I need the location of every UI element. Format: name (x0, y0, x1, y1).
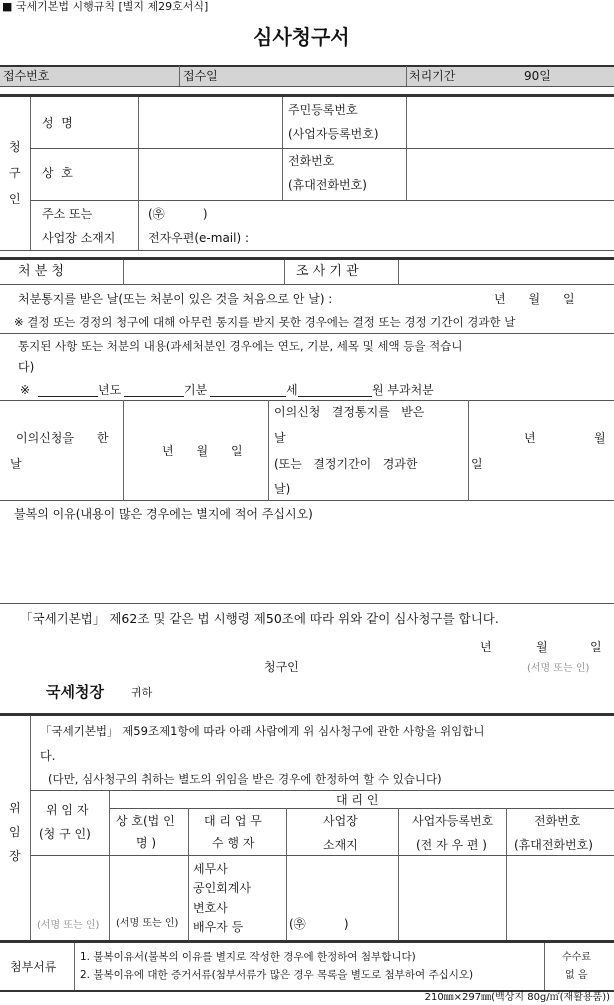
fee-label: 수수료 (562, 952, 591, 963)
objection-notice-label: 이의신청 결정통지를 받은 (274, 405, 425, 419)
delegation-text-cont: 다. (40, 749, 56, 763)
reason-label: 불복의 이유(내용이 많은 경우에는 별지에 적어 주십시오) (14, 507, 313, 521)
agent-address-header-cont: 소재지 (323, 838, 358, 852)
tax-note-mark: ※ (20, 383, 31, 397)
tax-period-label: 기분 (184, 383, 208, 397)
page-title: 심사청구서 (253, 25, 350, 49)
receipt-date-label: 접수일 (183, 69, 218, 83)
objection-notice-month[interactable]: 월 (594, 431, 606, 445)
agent-phone-header-cont: (휴대전화번호) (514, 838, 593, 852)
agent-postal-field[interactable]: (㉾ ) (289, 917, 349, 931)
attachments-label: 첨부서류 (10, 960, 57, 974)
delegation-label-3: 장 (9, 849, 21, 863)
declaration-day[interactable]: 일 (590, 640, 602, 654)
phone-label: 전화번호 (288, 154, 335, 168)
declaration-text: 「국세기본법」 제62조 및 같은 법 시행령 제50조에 따라 위와 같이 심사청구를 합니다. (20, 611, 499, 626)
claimant-label-3: 인 (9, 192, 21, 206)
tax-amount-blank[interactable] (298, 396, 372, 397)
address-label-2: 사업장 소재지 (42, 231, 116, 245)
agent-bizno-header: 사업자등록번호 (412, 814, 494, 828)
notice-date-note: ※ 결정 또는 경정의 청구에 대해 아무런 통지를 받지 못한 경우에는 결정 또는 경정 기간이 경과한 날 (14, 315, 516, 329)
objection-notice-year[interactable]: 년 (524, 431, 536, 445)
agent-role-option-2[interactable]: 공인회계사 (193, 881, 251, 895)
delegation-label-1: 위 (9, 801, 21, 815)
agent-label: 대 리 인 (336, 793, 379, 807)
postal-code-field[interactable]: (㉾ ) (148, 207, 208, 221)
reason-field[interactable] (4, 526, 610, 600)
regulation-label: ■ 국세기본법 시행규칙 [별지 제29호서식] (2, 0, 209, 13)
tax-item-blank[interactable] (210, 396, 286, 397)
name-field[interactable] (140, 98, 280, 146)
name-label: 성 명 (42, 116, 73, 130)
disposition-content-label-cont: 다) (18, 360, 35, 374)
tax-period-blank[interactable] (124, 396, 184, 397)
agent-trade-header: 상 호(법 인 (116, 814, 175, 828)
delegator-sign[interactable]: (서명 또는 인) (37, 920, 100, 931)
id-label: 주민등록번호 (288, 103, 358, 117)
processing-period-value: 90일 (524, 69, 551, 83)
tax-year-label: 년도 (98, 383, 122, 397)
business-id-label: (사업자등록번호) (288, 127, 379, 141)
objection-filed-label-cont: 날 (10, 457, 22, 471)
agent-sign[interactable]: (서명 또는 인) (116, 918, 179, 929)
agent-role-header: 대 리 업 무 (204, 814, 262, 828)
office-use-row (0, 66, 614, 86)
phone-field[interactable] (408, 150, 612, 198)
agent-address-header: 사업장 (323, 814, 358, 828)
email-field[interactable] (260, 228, 610, 248)
recipient-name: 국세청장 (46, 683, 104, 701)
agent-role-option-4[interactable]: 배우자 등 (193, 920, 244, 934)
declaration-claimant-label: 청구인 (264, 660, 299, 674)
attachment-item-1: 1. 불복이유서(불복의 이유를 별지로 작성한 경우에 한정하여 첨부합니다) (80, 951, 416, 963)
investigator-label: 조 사 기 관 (296, 264, 359, 279)
objection-notice-day[interactable]: 일 (471, 457, 483, 471)
investigator-field[interactable] (400, 261, 612, 283)
agent-role-option-1[interactable]: 세무사 (193, 862, 228, 876)
fee-value: 없 음 (565, 970, 588, 981)
agent-bizno-header-cont: (전 자 우 편 ) (416, 838, 487, 852)
objection-notice-label-2: 날 (274, 431, 286, 445)
objection-filed-date-field[interactable]: 년 월 일 (162, 444, 243, 458)
agent-bizno-field[interactable] (400, 857, 504, 937)
attachment-item-2: 2. 불복이유에 대한 증거서류(첨부서류가 많은 경우 목록을 별도로 첨부하여 주십시오) (80, 969, 474, 981)
paper-spec: 210㎜×297㎜(백상지 80g/㎡(재활용품)) (424, 992, 610, 1003)
receipt-no-label: 접수번호 (3, 69, 50, 83)
claimant-label-1: 청 (9, 140, 21, 154)
agent-phone-field[interactable] (508, 857, 612, 937)
declaration-year[interactable]: 년 (480, 640, 492, 654)
trade-name-field[interactable] (140, 150, 280, 198)
disposition-content-label: 통지된 사항 또는 처분의 내용(과세처분인 경우에는 연도, 기분, 세목 및 세액 등을 적습니 (18, 339, 463, 353)
id-field[interactable] (408, 98, 612, 146)
claimant-label-2: 구 (9, 166, 21, 180)
objection-notice-label-3: (또는 결정기간이 경과한 (274, 457, 418, 471)
agent-phone-header: 전화번호 (534, 814, 581, 828)
delegation-text: 「국세기본법」 제59조제1항에 따라 아래 사람에게 위 심사청구에 관한 사항을 위임합니 (40, 724, 485, 738)
tax-year-blank[interactable] (38, 396, 98, 397)
recipient-suffix: 귀하 (131, 686, 153, 699)
processing-period-label: 처리기간 (409, 69, 456, 83)
disposition-office-label: 처 분 청 (18, 264, 64, 279)
agent-trade-header-cont: 명 ) (136, 836, 157, 850)
notice-date-label: 처분통지를 받은 날(또는 처분이 있은 것을 처음으로 안 날) : (18, 292, 333, 306)
mobile-label: (휴대전화번호) (288, 178, 367, 192)
delegator-label: 위 임 자 (46, 803, 89, 817)
trade-name-label: 상 호 (42, 166, 73, 180)
tax-amount-label: 원 부과처분 (372, 383, 434, 397)
disposition-office-field[interactable] (125, 261, 282, 283)
email-label: 전자우편(e-mail) : (148, 231, 250, 245)
objection-filed-label: 이의신청을 한 (16, 431, 109, 445)
address-label-1: 주소 또는 (42, 207, 93, 221)
agent-role-header-cont: 수 행 자 (212, 836, 255, 850)
agent-role-option-3[interactable]: 변호사 (193, 901, 228, 915)
objection-notice-label-4: 날) (274, 482, 291, 496)
tax-item-label: 세 (286, 383, 298, 397)
delegation-label-2: 임 (9, 825, 21, 839)
declaration-sign-label[interactable]: (서명 또는 인) (527, 663, 590, 674)
notice-date-field[interactable]: 년 월 일 (494, 292, 575, 306)
delegator-label-cont: (청 구 인) (39, 827, 91, 841)
delegation-note: (다만, 심사청구의 취하는 별도의 위임을 받은 경우에 한정하여 할 수 있습니다) (48, 772, 442, 786)
declaration-month[interactable]: 월 (536, 640, 548, 654)
